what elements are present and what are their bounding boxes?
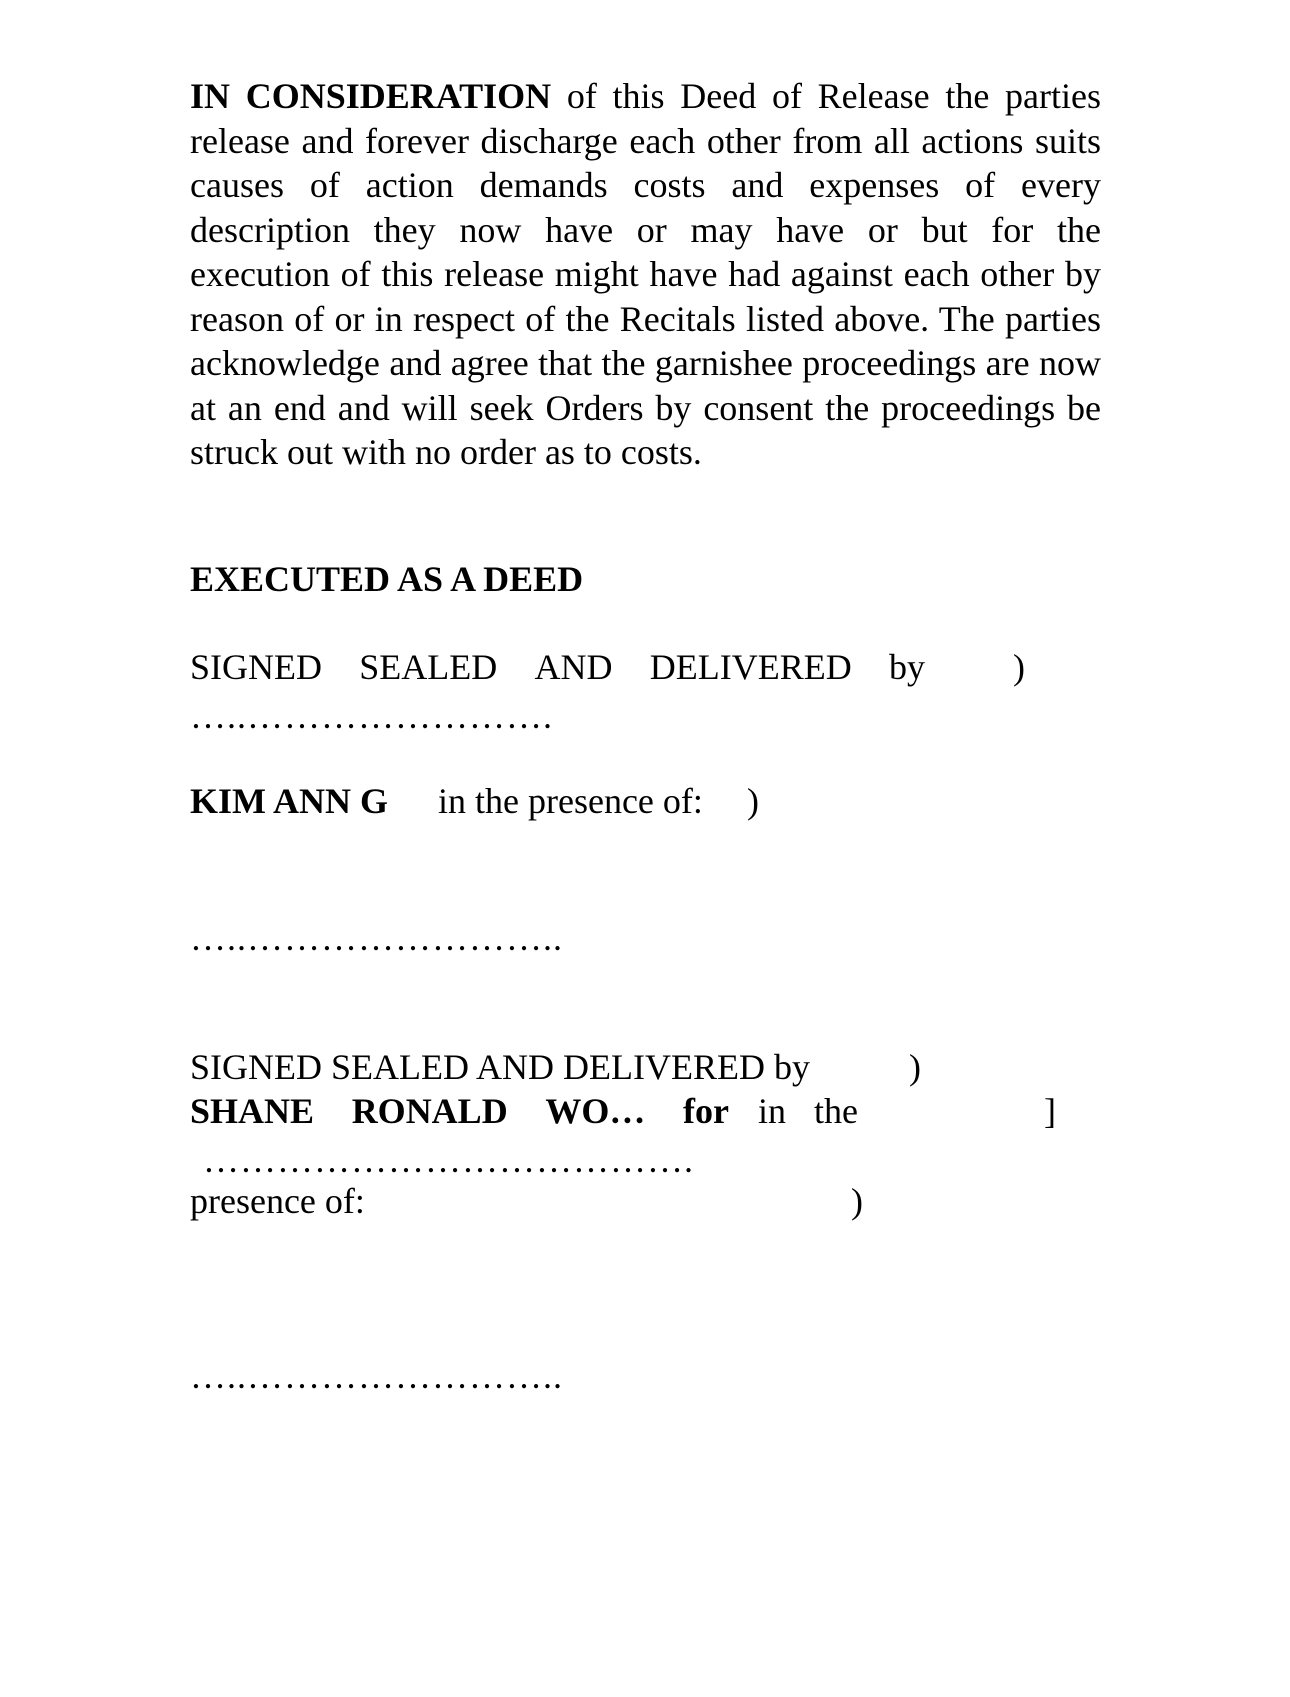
bracket-paren-1: ) [1013, 647, 1025, 687]
bracket-paren-2: ) [747, 781, 759, 821]
release-clause [190, 74, 1101, 475]
execution-heading: EXECUTED AS A DEED [190, 559, 584, 599]
signed-sealed-line-2: SIGNED SEALED AND DELIVERED by [190, 1047, 810, 1087]
signatory-name-2 [190, 1089, 729, 1133]
signed-word: SIGNED [190, 647, 322, 687]
name-word-wo: WO… [545, 1091, 646, 1131]
bracket-paren-3: ) [909, 1047, 921, 1087]
clause-lead: IN CONSIDERATION [190, 76, 552, 116]
in-word: in [758, 1091, 787, 1131]
name-word-for: for [683, 1091, 729, 1131]
witness-line-2: …..…………………….. [190, 1356, 563, 1396]
name-word-ronald: RONALD [351, 1091, 508, 1131]
name-word-shane: SHANE [190, 1091, 315, 1131]
signed-sealed-line-1 [190, 645, 925, 689]
square-bracket: ] [1044, 1091, 1056, 1131]
signature-line-2: …………………………………. [203, 1140, 694, 1180]
signature-line-1: …..……………………. [190, 696, 553, 736]
sealed-word: SEALED [359, 647, 498, 687]
the-word: the [814, 1091, 858, 1131]
signatory-name-1: KIM ANN G [190, 781, 388, 821]
presence-label-1: in the presence of: [438, 781, 703, 821]
clause-body: of this Deed of Release the parties release and forever discharge each other from all actions suits causes of action demands costs and expenses of every description they now have or may have or but for the execution of this release might have had against each other by reason of or in respect of the Recitals listed above. The parties acknowledge and agree that the garnishee proceedings are now at an end and will seek Orders by consent the proceedings be struck out with no order as to costs. [190, 76, 1101, 472]
and-word: AND [534, 647, 613, 687]
delivered-word: DELIVERED [649, 647, 852, 687]
witness-line-1: …..…………………….. [190, 918, 563, 958]
by-word: by [888, 647, 925, 687]
presence-label-2: presence of: [190, 1181, 365, 1221]
bracket-paren-4: ) [851, 1181, 863, 1221]
